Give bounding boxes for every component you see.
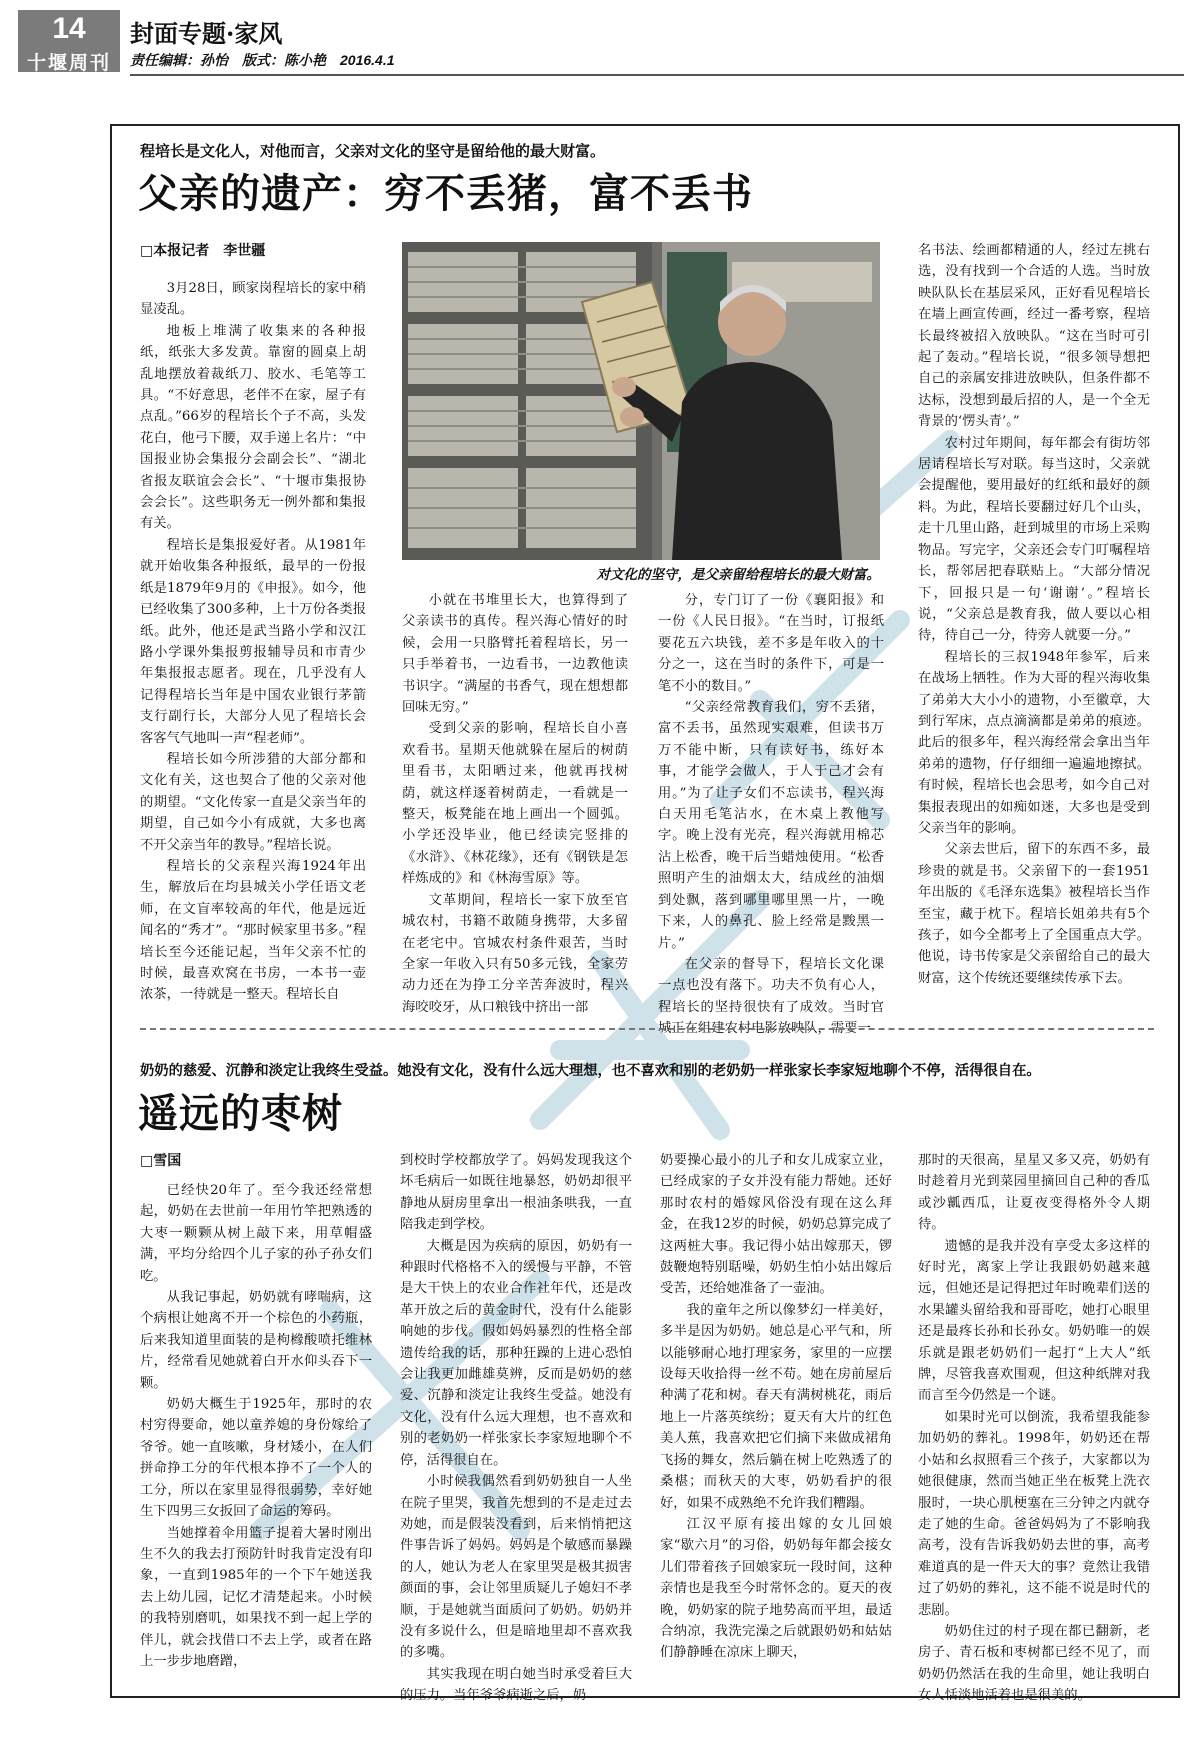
article1-kicker: 程培长是文化人，对他而言，父亲对文化的坚守是留给他的最大财富。: [140, 142, 606, 160]
paragraph: 程培长是集报爱好者。从1981年就开始收集各种报纸，最早的一份报纸是1879年9月的《申报》。如今，他已经收集了300多种，上十万份各类报纸。此外，他还是武当路小学和汉江路小学课外集报剪报辅导员和市青少年集报报志愿者。现在，几乎没有人记得程培长当年是中国农业银行茅箭支行副行长，大部分人见了程培长会客客气气地叫一声“程老师”。: [140, 537, 366, 746]
paragraph: 分，专门订了一份《襄阳报》和一份《人民日报》。“在当时，订报纸要花五六块钱，差不多是年收入的十分之一，这在当时的条件下，可是一笔不小的数目。”: [658, 593, 884, 694]
article1-headline: 父亲的遗产：穷不丢猪，富不丢书: [138, 170, 753, 217]
paragraph: 如果时光可以倒流，我希望我能参加奶奶的葬礼。1998年，奶奶还在帮小姑和幺叔照看三个孩子，大家都以为她很健康，然而当她正坐在板凳上洗衣服时，一块心肌梗塞在三分钟之内就夺走了她的生命。爸爸妈妈为了不影响我高考，没有告诉我奶奶去世的事，高考难道真的是一件天大的事？竟然让我错过了奶奶的葬礼，这不能不说是时代的悲剧。: [918, 1409, 1150, 1618]
article2-column-3: [660, 1150, 892, 1685]
paragraph: 程培长的三叔1948年参军，后来在战场上牺牲。作为大哥的程兴海收集了弟弟大大小小的遗物，小至徽章，大到行军床，点点滴滴都是弟弟的痕迹。此后的很多年，程兴海经常会拿出当年弟弟的遗物，仔仔细细一遍遍地擦拭。有时候，程培长也会思考，如今自己对集报表现出的如痴如迷，大多也是受到父亲当年的影响。: [918, 649, 1150, 836]
page-number: 14: [52, 12, 86, 45]
paragraph: 名书法、绘画都精通的人，经过左挑右选，没有找到一个合适的人选。当时放映队队长在基层采风，正好看见程培长在墙上画宣传画，经过一番考察，程培长最终被招入放映队。“这在当时可引起了轰动。”程培长说，“很多领导想把自己的亲属安排进放映队，但条件都不达标，没想到最后招的人，是一个全无背景的‘愣头青’。”: [918, 243, 1150, 430]
paragraph: 小就在书堆里长大，也算得到了父亲读书的真传。程兴海心情好的时候，会用一只胳臂托着程培长，另一只手举着书，一边看书，一边教他读书识字。“满屋的书香气，现在想想都回味无穷。”: [402, 593, 628, 716]
paragraph: 遗憾的是我并没有享受太多这样的好时光，离家上学让我跟奶奶越来越远，但她还是记得把过年时晚辈们送的水果罐头留给我和哥哥吃，她打心眼里还是最疼长孙和长孙女。奶奶唯一的娱乐就是跟老奶奶们一起打“上大人”纸牌，尽管我喜欢围观，但这种纸牌对我而言至今仍然是一个谜。: [918, 1238, 1150, 1404]
page-header: [18, 10, 1184, 72]
paragraph: 我的童年之所以像梦幻一样美好，多半是因为奶奶。她总是心平气和，所以能够耐心地打理家务，家里的一应摆设每天收拾得一丝不苟。她在房前屋后种满了花和树。春天有满树桃花，雨后地上一片落英缤纷；夏天有大片的红色美人蕉，我喜欢把它们摘下来做成裙角飞扬的舞女，然后躺在树上吃熟透了的桑椹；而秋天的大枣，奶奶看护的很好，如果不成熟绝不允许我们糟蹋。: [660, 1302, 892, 1511]
paragraph: 大概是因为疾病的原因，奶奶有一种跟时代格格不入的缓慢与平静，不管是大干快上的农业合作社年代，还是改革开放之后的黄金时代，没有什么能影响她的步伐。假如妈妈暴烈的性格全部遗传给我的话，那种狂躁的上进心恐怕会让我更加雌雄莫辨，反而是奶奶的慈爱、沉静和淡定让我终生受益。她没有文化，没有什么远大理想，也不喜欢和别的老奶奶一样张家长李家短地聊个不停，活得很自在。: [400, 1238, 632, 1468]
page-number-box: [18, 10, 120, 72]
paragraph: 已经快20年了。至今我还经常想起，奶奶在去世前一年用竹竿把熟透的大枣一颗颗从树上敲下来，用草帽盛满，平均分给四个儿子家的孙子孙女们吃。: [140, 1183, 372, 1284]
article2-column-4: [918, 1150, 1150, 1704]
section-title: 封面专题·家风: [130, 19, 283, 48]
photo-man-with-newspaper: [402, 242, 880, 560]
article2-headline: 遥远的枣树: [138, 1090, 343, 1137]
article2-column-2: [400, 1150, 632, 1704]
article-divider: [140, 1028, 1154, 1030]
paragraph: 程培长的父亲程兴海1924年出生，解放后在均县城关小学任语文老师，在文盲率较高的年代，他是远近闻名的“秀才”。“那时候家里书多。”程培长至今还能记起，当年父亲不忙的时候，最喜欢窝在书房，一本书一壶浓茶，一待就是一整天。程培长自: [140, 858, 366, 1003]
article1-byline: □本报记者 李世疆: [140, 243, 266, 259]
editor-meta: 责任编辑：孙怡 版式：陈小艳 2016.4.1: [130, 52, 395, 68]
paragraph: 农村过年期间，每年都会有街坊邻居请程培长写对联。每当这时，父亲就会提醒他，要用最好的红纸和最好的颜料。为此，程培长要翻过好几个山头，走十几里山路，赶到城里的市场上采购物品。写完字，父亲还会专门叮嘱程培长，帮邻居把春联贴上。“大部分情况下，回报只是一句‘谢谢’。”程培长说，“父亲总是教育我，做人要以心相待，待自己一分，待旁人就要一分。”: [918, 435, 1150, 644]
paragraph: 当她撑着伞用篮子提着大暑时刚出生不久的我去打预防针时我肯定没有印象，一直到1985年的一个下午她送我去上幼儿园，记忆才清楚起来。小时候的我特别磨叽，如果找不到一起上学的伴儿，就会找借口不去上学，或者在路上一步步地磨蹭，: [140, 1525, 372, 1669]
article1-column-3: [658, 590, 884, 1037]
article2-kicker: 奶奶的慈爱、沉静和淡定让我终生受益。她没有文化，没有什么远大理想，也不喜欢和别的老奶奶一样张家长李家短地聊个不停，活得很自在。: [140, 1063, 1041, 1079]
paragraph: 程培长如今所涉猎的大部分都和文化有关，这也契合了他的父亲对他的期望。“文化传家一直是父亲当年的期望，自己如今小有成就，大多也离不开父亲当年的教导。”程培长说。: [140, 751, 366, 853]
paragraph: 父亲去世后，留下的东西不多，最珍贵的就是书。父亲留下的一套1951年出版的《毛泽东选集》被程培长当作至宝，藏于枕下。程培长姐弟共有5个孩子，如今全都考上了全国重点大学。他说，诗书传家是父亲留给自己的最大财富，这个传统还要继续传承下去。: [918, 842, 1150, 986]
paragraph: 奶要操心最小的儿子和女儿成家立业，已经成家的子女并没有能力帮她。还好那时农村的婚嫁风俗没有现在这么拜金，在我12岁的时候，奶奶总算完成了这两桩大事。我记得小姑出嫁那天，锣鼓鞭炮特别聒噪，奶奶生怕小姑出嫁后受苦，还给她准备了一壶油。: [660, 1153, 892, 1297]
paragraph: 奶奶大概生于1925年，那时的农村穷得要命，她以童养媳的身份嫁给了爷爷。她一直咳嗽，身材矮小，在人们拼命挣工分的年代根本挣不了一个人的工分，所以在家里显得很弱势，幸好她生下四男三女扳回了命运的筹码。: [140, 1397, 372, 1520]
paragraph: 其实我现在明白她当时承受着巨大的压力。当年爷爷病逝之后，奶: [400, 1666, 632, 1704]
paragraph: 奶奶住过的村子现在都已翻新，老房子、青石板和枣树都已经不见了，而奶奶仍然活在我的生命里，她让我明白女人恬淡地活着也是很美的。: [918, 1623, 1150, 1704]
paragraph: 地板上堆满了收集来的各种报纸，纸张大多发黄。靠窗的圆桌上胡乱地摆放着裁纸刀、胶水、毛笔等工具。“不好意思，老伴不在家，屋子有点乱。”66岁的程培长个子不高，头发花白，他弓下腰，双手递上名片：“中国报业协会集报分会副会长”、“湖北省报友联谊会会长”、“十堰市集报协会会长”。这些职务无一例外都和集报有关。: [140, 323, 366, 532]
article2-byline: □雪国: [140, 1153, 182, 1169]
paragraph: 江汉平原有接出嫁的女儿回娘家“歇六月”的习俗，奶奶每年都会接女儿们带着孩子回娘家玩一段时间，这种亲情也是我至今时常怀念的。夏天的夜晚，奶奶家的院子地势高而平坦，最适合纳凉，我洗完澡之后就跟奶奶和姑姑们静静睡在凉床上聊天，: [660, 1516, 892, 1661]
paragraph: 文革期间，程培长一家下放至官城农村，书籍不敢随身携带，大多留在老宅中。官城农村条件艰苦，当时全家一年收入只有50多元钱，全家劳动力还在为挣工分辛苦奔波时，程兴海咬咬牙，从口粮钱中挤出一部: [402, 892, 628, 1015]
paragraph: 从我记事起，奶奶就有哮喘病，这个病根让她离不开一个棕色的小药瓶，后来我知道里面装的是枸橼酸喷托维林片，经常看见她就着白开水仰头吞下一颗。: [140, 1290, 372, 1391]
paragraph: 那时的天很高，星星又多又亮，奶奶有时趁着月光到菜园里摘回自己种的香瓜或沙瓤西瓜，让夏夜变得格外令人期待。: [918, 1153, 1150, 1233]
paragraph: 受到父亲的影响，程培长自小喜欢看书。星期天他就躲在屋后的树荫里看书，太阳晒过来，他就再找树荫，就这样逐着树荫走，一看就是一整天，板凳能在地上画出一个圆弧。小学还没毕业，他已经读完竖排的《水浒》、《林花缘》，还有《钢铁是怎样炼成的》和《林海雪原》等。: [402, 721, 628, 887]
article2-column-1: [140, 1180, 372, 1685]
paragraph: 小时候我偶然看到奶奶独自一人坐在院子里哭，我首先想到的不是走过去劝她，而是假装没看到，后来悄悄把这件事告诉了妈妈。妈妈是个敏感而暴躁的人，她认为老人在家里哭是极其损害颜面的事，会让邻里质疑儿子媳妇不孝顺，于是她就当面质问了奶奶。奶奶并没有多说什么，但是暗地里却不喜欢我的多嘴。: [400, 1474, 632, 1661]
article1-column-1: [140, 278, 366, 1003]
publication-name: 十堰周刊: [26, 53, 111, 74]
paragraph: 在父亲的督导下，程培长文化课一点也没有落下。功夫不负有心人，程培长的坚持很快有了成效。当时官城正在组建农村电影放映队，需要一: [658, 956, 884, 1037]
photo-illustration: [402, 242, 880, 560]
header-rule: [130, 74, 1184, 76]
article1-column-2: [402, 590, 628, 1015]
paragraph: 到校时学校都放学了。妈妈发现我这个坏毛病后一如既往地暴怒，奶奶却很平静地从厨房里拿出一根油条哄我，一直陪我走到学校。: [400, 1153, 632, 1233]
article1-column-4: [918, 240, 1150, 995]
paragraph: “父亲经常教育我们，穷不丢猪，富不丢书，虽然现实艰难，但读书万万不能中断，只有读好书，练好本事，才能学会做人，于人于己才会有用。”为了让子女们不忘读书，程兴海白天用毛笔沾水，在木桌上教他写字。晚上没有光亮，程兴海就用棉芯沾上松香，晚干后当蜡烛使用。“松香照明产生的油烟太大，结成丝的油烟到处飘，落到哪里哪里黑一片，一晚下来，人的鼻孔、脸上经常是黢黑一片。”: [658, 700, 884, 951]
photo-caption: 对文化的坚守，是父亲留给程培长的最大财富。: [596, 567, 880, 583]
paragraph: 3月28日，顾家岗程培长的家中稍显凌乱。: [140, 281, 366, 318]
